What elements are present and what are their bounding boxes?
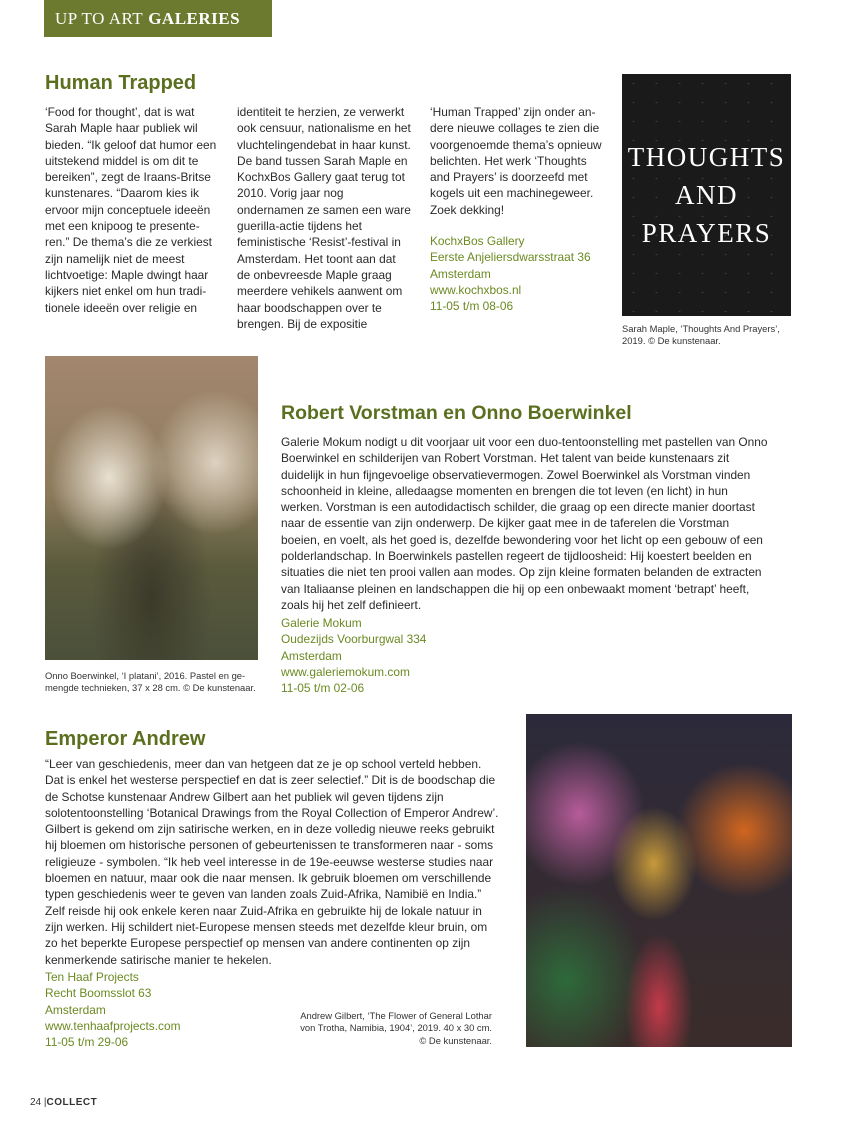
- venue-address: Eerste Anjeliersdwarsstraat 36: [430, 250, 591, 265]
- artwork-i-platani: [45, 356, 258, 660]
- article3-body-text: “Leer van geschiedenis, meer dan van hetgeen dat ze je op school verteld hebben. Dat is enkel het westerse perspectief en dat is zeer selectief.” Dit is de boodschap die de Schotse kunstenaar Andrew Gilbert aan het publiek wil geven tijdens zijn solotentoonstelling ‘Botanical Drawings from the Royal Collection of Emperor Andrew’. Gilbert is gekend om zijn satirische werken, en in deze volledig nieuwe reeks gebruikt hij bloemen om historische personen of gebeurtenissen te transformeren naar - soms religieuze - symbolen. “Ik heb veel interesse in de 19e-eeuwse westerse studies naar bloemen en natuur, maar ook die naar mensen. Ik gebruik bloemen om verschillende typen geschiedenis weer te geven van landen zoals Zuid-Afrika, Namibië en India.” Zelf reisde hij ook enkele keren naar Zuid-Afrika en gebruikte hij de lokale natuur in zijn werken. Hij schildert niet-Europese mensen steeds met dezelfde kleur bruin, om zo het beperkte Europese perspectief op mensen van andere continenten op zijn kenmerkende satirische manier te hekelen.: [45, 757, 499, 967]
- section-header-band: [44, 0, 272, 37]
- footer-separator: |: [43, 1097, 47, 1108]
- article1-column-2-text: identiteit te herzien, ze verwerkt ook censuur, nationalisme en het vluchtelingendebat in haar kunst. De band tussen Sarah Maple en KochxBos Gallery gaat terug tot 2010. Vorig jaar nog ondernamen ze samen een ware guerilla-actie tijdens het feministische ‘Resist’-festival in Amsterdam. Het toont aan dat de onbevreesde Maple graag meerdere vehikels aanwent om haar boodschappen over te brengen. Bij de expositie: [237, 105, 411, 331]
- artwork-text-line-3: PRAYERS: [641, 218, 772, 248]
- article1-column-1: [45, 104, 219, 316]
- article-title-human-trapped: Human Trapped: [45, 72, 197, 94]
- artwork-text-line-1: THOUGHTS: [627, 142, 786, 172]
- caption-line-1: Onno Boerwinkel, ‘I platani’, 2016. Pastel en ge-: [45, 670, 246, 681]
- artwork-text-line-2: AND: [675, 180, 738, 210]
- caption-line-2: mengde technieken, 37 x 28 cm. © De kunstenaar.: [45, 682, 256, 694]
- article1-column-1-text: ‘Food for thought’, dat is wat Sarah Maple haar publiek wil bieden. “Ik geloof dat humor een uitstekend middel is om dit te bereiken”, zegt de Iraans-Britse kunstenares. “Daarom kies ik ervoor mijn conceptuele ideeën met een knipoog te presente-ren.” De thema’s die ze verkiest zijn namelijk niet de meest lichtvoetige: Maple dwingt haar kijkers niet enkel om hun tradi-tionele ideeën over religie en: [45, 105, 217, 315]
- venue-dates: 11-05 t/m 02-06: [281, 681, 365, 696]
- caption-line-1: Andrew Gilbert, ‘The Flower of General Lothar: [300, 1010, 492, 1021]
- venue-website-link[interactable]: www.tenhaafprojects.com: [45, 1018, 181, 1033]
- venue-dates: 11-05 t/m 29-06: [45, 1035, 129, 1050]
- article-title-emperor-andrew: Emperor Andrew: [45, 728, 206, 750]
- article1-column-2: [237, 104, 411, 332]
- article1-image-caption: [622, 323, 822, 348]
- page-number: 24: [30, 1097, 42, 1108]
- venue-city: Amsterdam: [45, 1002, 106, 1017]
- venue-name: Ten Haaf Projects: [45, 970, 139, 984]
- venue-website-link[interactable]: www.galeriemokum.com: [281, 664, 410, 679]
- article2-venue: [281, 615, 481, 696]
- article2-image-caption: [45, 670, 270, 695]
- venue-name: Galerie Mokum: [281, 616, 362, 630]
- article1-column-3: [430, 104, 604, 218]
- article-title-vorstman-boerwinkel: Robert Vorstman en Onno Boerwinkel: [281, 402, 632, 424]
- caption-line-1: Sarah Maple, ‘Thoughts And Prayers’,: [622, 323, 780, 334]
- article2-body: [281, 434, 771, 613]
- artwork-thoughts-and-prayers: [622, 74, 791, 316]
- venue-dates: 11-05 t/m 08-06: [430, 299, 514, 314]
- article1-venue: [430, 233, 610, 314]
- venue-address: Recht Boomsslot 63: [45, 986, 152, 1001]
- article1-column-3-text: ‘Human Trapped’ zijn onder an-dere nieuwe collages te zien die voorgenoemde thema’s opnieuw belichten. Het werk ‘Thoughts and Prayers’ is doorzeefd met kogels uit een machinegeweer. Zoek dekking!: [430, 105, 602, 217]
- article3-venue: [45, 969, 245, 1050]
- venue-city: Amsterdam: [281, 648, 342, 663]
- article3-body: [45, 756, 501, 968]
- caption-line-2: von Trotha, Namibia, 1904’, 2019. 40 x 30 cm.: [300, 1022, 492, 1034]
- caption-line-3: © De kunstenaar.: [419, 1034, 492, 1046]
- venue-name: KochxBos Gallery: [430, 234, 525, 248]
- artwork-flower-of-general-lothar: [526, 714, 792, 1047]
- section-header-prefix: UP TO ART: [55, 8, 144, 28]
- venue-website-link[interactable]: www.kochxbos.nl: [430, 282, 522, 297]
- caption-line-2: 2019. © De kunstenaar.: [622, 335, 721, 347]
- venue-address: Oudezijds Voorburgwal 334: [281, 632, 427, 647]
- section-header-strong: GALERIES: [148, 8, 241, 28]
- article3-image-caption: [283, 1010, 492, 1047]
- article2-body-text: Galerie Mokum nodigt u dit voorjaar uit voor een duo-tentoonstelling met pastellen van Onno Boerwinkel en schilderijen van Robert Vorstman. Het talent van beide kunstenaars zit duidelijk in hun fijngevoelige observatievermogen. Zowel Boerwinkel als Vorstman vinden schoonheid in kleine, alledaagse momenten en brengen die tot leven (en licht) in hun werken. Vorstman is een autodidactisch schilder, die graag op een directe manier doortast naar de essentie van zijn onderwerp. De kijker gaat mee in de taferelen die Vorstman boeien, en voelt, als het goed is, dezelfde bewondering voor het licht op een gebouw of een polderlandschap. In Boerwinkels pastellen regeert de tijdloosheid: Hij koestert beelden en situaties die niet ten prooi vallen aan modes. Op zijn kleine formaten belanden de extracten van Italiaanse pleinen en landschappen die hij op een onbewaakt moment ‘betrapt’ heeft, zoals hij het zelf definieert.: [281, 435, 768, 612]
- magazine-name: COLLECT: [46, 1097, 98, 1108]
- page-footer: [30, 1097, 97, 1108]
- venue-city: Amsterdam: [430, 266, 491, 281]
